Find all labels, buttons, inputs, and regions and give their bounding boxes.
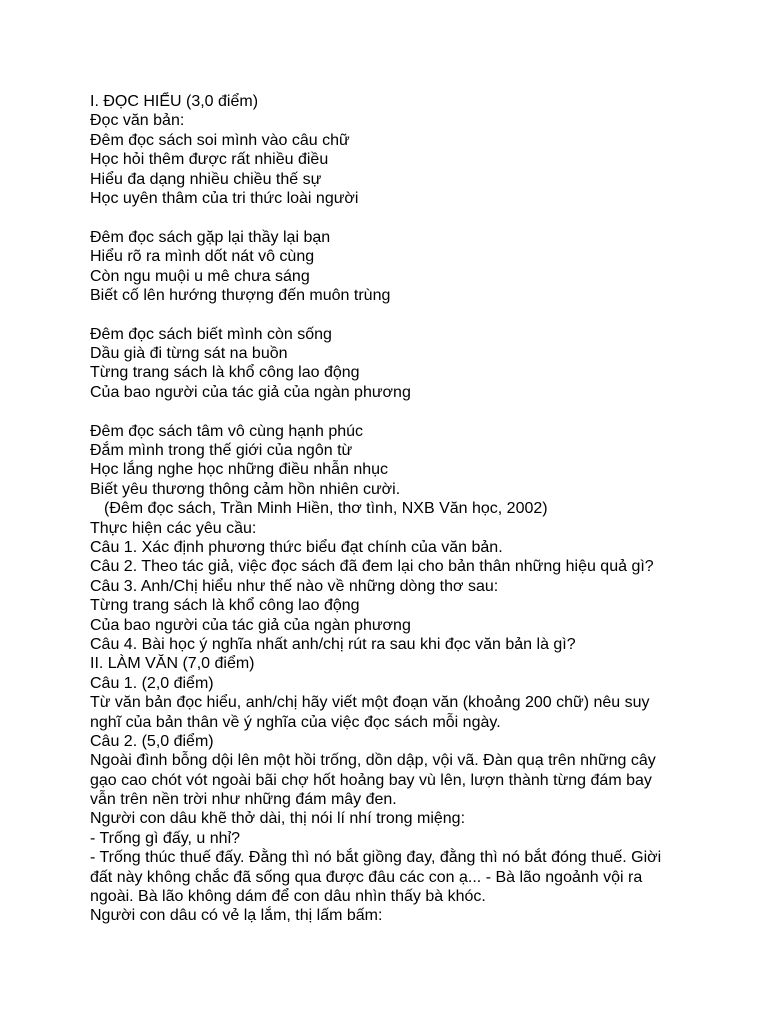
question-line: Câu 2. (5,0 điểm) [90,732,214,750]
question-line: Câu 1. Xác định phương thức biểu đạt chính của văn bản. [90,538,503,556]
question-line: Câu 1. (2,0 điểm) [90,674,214,692]
poem-line: Học hỏi thêm được rất nhiều điều [90,151,329,169]
poem-line: Từng trang sách là khổ công lao động [90,364,360,382]
question-line: Câu 4. Bài học ý nghĩa nhất anh/chị rút ra sau khi đọc văn bản là gì? [90,635,576,653]
poem-line: Còn ngu muội u mê chưa sáng [90,267,310,285]
poem-line: Đêm đọc sách biết mình còn sống [90,325,332,343]
stanza-break [90,208,710,227]
text-line: Thực hiện các yêu cầu: [90,519,257,537]
document-content [90,92,710,926]
stanza-break [90,402,710,421]
question-line: Câu 3. Anh/Chị hiểu như thế nào về những dòng thơ sau: [90,577,499,595]
text-line: Người con dâu có vẻ lạ lắm, thị lấm bấm: [90,907,383,925]
section-heading: I. ĐỌC HIỂU (3,0 điểm) [90,93,259,110]
dialogue-line: - Trống gì đấy, u nhỉ? [90,829,241,847]
poem-line: Đêm đọc sách soi mình vào câu chữ [90,131,350,149]
dialogue-line: - Trống thúc thuế đấy. Đằng thì nó bắt giồng đay, đằng thì nó bắt đóng thuế. Giời [90,849,662,867]
poem-line: Đêm đọc sách gặp lại thầy lại bạn [90,228,331,246]
poem-line: Biết yêu thương thông cảm hồn nhiên cười. [90,480,401,498]
poem-line: Dầu già đi từng sát na buồn [90,345,288,363]
poem-line: Học lắng nghe học những điều nhẫn nhục [90,461,389,479]
poem-line: Hiểu đa dạng nhiều chiều thế sự [90,170,322,188]
text-line: đất này không chắc đã sống qua được đâu các con ạ... - Bà lão ngoảnh vội ra [90,868,643,886]
text-line: gạo cao chót vót ngoài bãi chợ hốt hoảng bay vù lên, lượn thành từng đám bay [90,771,652,789]
text-line: Từ văn bản đọc hiểu, anh/chị hãy viết một đoạn văn (khoảng 200 chữ) nêu suy [90,694,650,712]
question-line: Câu 2. Theo tác giả, việc đọc sách đã đem lại cho bản thân những hiệu quả gì? [90,558,654,576]
source-citation: (Đêm đọc sách, Trần Minh Hiền, thơ tình, NXB Văn học, 2002) [104,500,548,518]
section-heading: II. LÀM VĂN (7,0 điểm) [90,655,255,673]
poem-line: Của bao người của tác giả của ngàn phương [90,383,411,401]
text-line: vẫn trên nền trời như những đám mây đen. [90,791,397,809]
text-line: ngoài. Bà lão không dám để con dâu nhìn thấy bà khóc. [90,888,486,906]
text-line: Ngoài đình bỗng dội lên một hồi trống, dồn dập, vội vã. Đàn quạ trên những cây [90,752,656,770]
stanza-break [90,305,710,324]
text-line: Đọc văn bản: [90,112,185,130]
poem-line: Biết cố lên hướng thượng đến muôn trùng [90,286,391,304]
poem-line: Đắm mình trong thế giới của ngôn từ [90,442,353,460]
quoted-line: Từng trang sách là khổ công lao động [90,597,360,615]
quoted-line: Của bao người của tác giả của ngàn phương [90,616,411,634]
text-line: nghĩ của bản thân về ý nghĩa của việc đọc sách mỗi ngày. [90,713,501,731]
poem-line: Đêm đọc sách tâm vô cùng hạnh phúc [90,422,364,440]
poem-line: Hiểu rõ ra mình dốt nát vô cùng [90,248,315,266]
text-line: Người con dâu khẽ thở dài, thị nói lí nhí trong miệng: [90,810,466,828]
poem-line: Học uyên thâm của tri thức loài người [90,189,359,207]
